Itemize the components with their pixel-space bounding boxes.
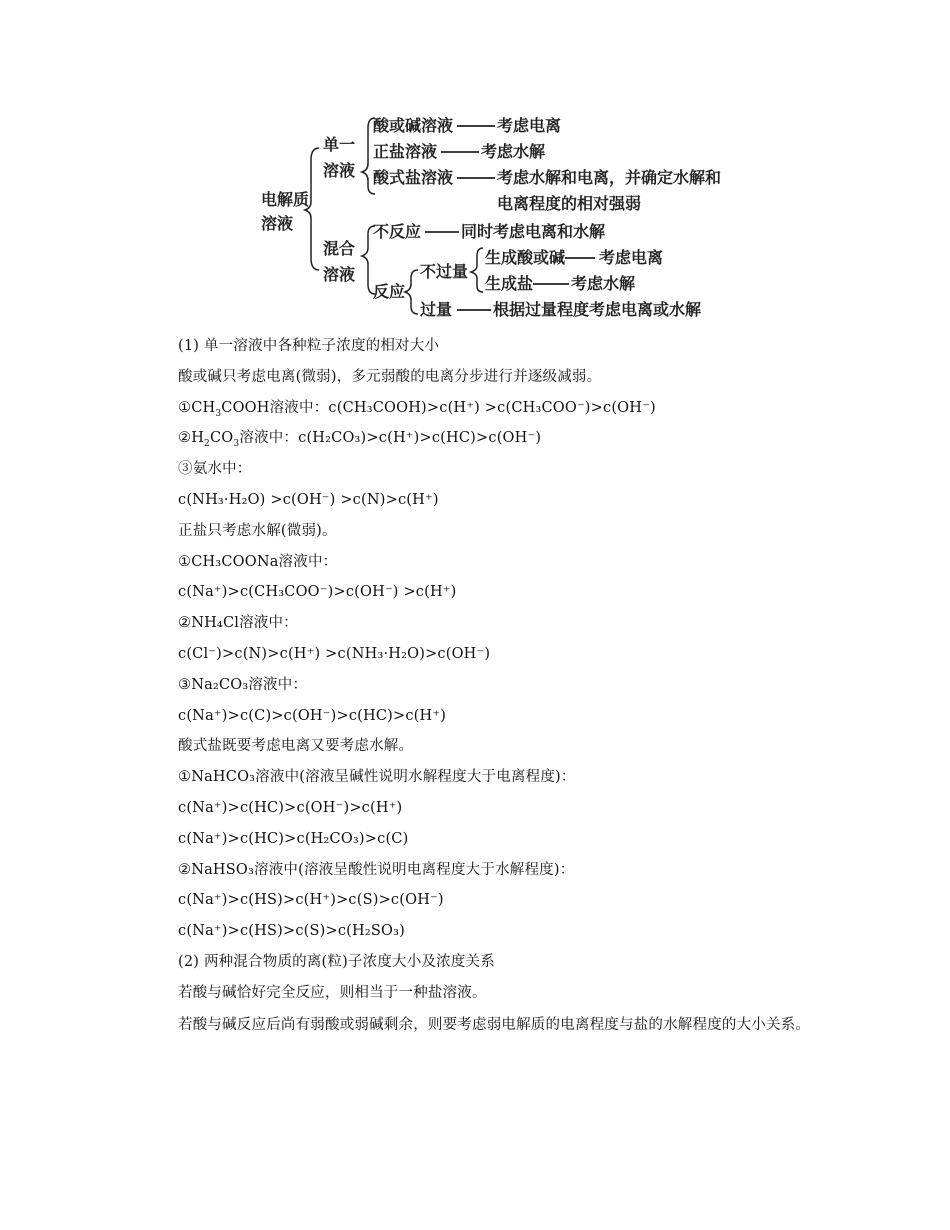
normal-salt-label: 正盐溶液 <box>373 142 438 161</box>
no-reaction-rule: 同时考虑电离和水解 <box>461 222 606 241</box>
example-sodium-bicarbonate-label: ①NaHCO₃溶液中(溶液呈碱性说明水解程度大于电离程度)： <box>178 769 576 785</box>
example-ammonium-chloride-expr: c(Cl⁻)>c(N)>c(H⁺) >c(NH₃·H₂O)>c(OH⁻) <box>178 646 491 662</box>
single-solution-label: 单一 溶液 <box>323 135 356 180</box>
gen-salt-rule: 考虑水解 <box>571 274 636 293</box>
acid-base-label: 酸或碱溶液 <box>373 116 454 135</box>
example-sodium-bisulfite-expr-2: c(Na⁺)>c(HS)>c(S)>c(H₂SO₃) <box>178 923 405 939</box>
example-sodium-bicarbonate-expr-1: c(Na⁺)>c(HC)>c(OH⁻)>c(H⁺) <box>178 800 403 816</box>
paragraph-normal-salt: 正盐只考虑水解(微弱)。 <box>178 523 337 539</box>
example-carbonic-acid-expr: c(H₂CO₃)>c(H⁺)>c(HC)>c(OH⁻) <box>298 430 542 446</box>
example-sodium-bisulfite-label: ②NaHSO₃溶液中(溶液呈酸性说明电离程度大于水解程度)： <box>178 862 575 878</box>
example-sodium-bicarbonate-expr-2: c(Na⁺)>c(HC)>c(H₂CO₃)>c(C) <box>178 831 409 847</box>
gen-acid-base-rule: 考虑电离 <box>599 248 664 267</box>
gen-acid-base-label: 生成酸或碱 <box>485 248 566 267</box>
electrolyte-classification-diagram <box>255 108 735 324</box>
example-ammonium-chloride-label: ②NH₄Cl溶液中： <box>178 615 298 631</box>
example-acetic-acid-expr: c(CH₃COOH)>c(H⁺) >c(CH₃COO⁻)>c(OH⁻) <box>328 400 656 416</box>
gen-salt-label: 生成盐 <box>485 274 534 293</box>
example-acetic-acid: $①CH_3COOH$溶液中：c(CH₃COOH)>c(H⁺) >c(CH₃COO⁻)>c(OH⁻) <box>178 400 656 419</box>
example-sodium-carbonate-expr: c(Na⁺)>c(C)>c(OH⁻)>c(HC)>c(H⁺) <box>178 708 447 724</box>
example-ammonia-expr: c(NH₃·H₂O) >c(OH⁻) >c(N)>c(H⁺) <box>178 492 439 508</box>
acid-salt-rule-line1: 考虑水解和电离，并确定水解和 <box>497 168 722 187</box>
example-sodium-bisulfite-expr-1: c(Na⁺)>c(HS)>c(H⁺)>c(S)>c(OH⁻) <box>178 892 444 908</box>
example-carbonic-acid-label-mid: CO <box>209 430 234 446</box>
example-sodium-carbonate-label: ③Na₂CO₃溶液中： <box>178 677 308 693</box>
section-heading-1: (1) 单一溶液中各种粒子浓度的相对大小 <box>178 338 440 354</box>
mixed-solution-label: 混合 溶液 <box>323 239 356 284</box>
root-label: 电解质 溶液 <box>261 190 310 233</box>
not-excess-label: 不过量 <box>420 262 469 281</box>
acid-salt-rule-line2: 电离程度的相对强弱 <box>497 194 642 213</box>
example-carbonic-acid: $②H_2CO_3$溶液中：c(H₂CO₃)>c(H⁺)>c(HC)>c(OH⁻) <box>178 430 542 449</box>
normal-salt-rule: 考虑水解 <box>481 142 546 161</box>
paragraph-remaining-weak: 若酸与碱反应后尚有弱酸或弱碱剩余，则要考虑弱电解质的电离程度与盐的水解程度的大小关系。 <box>178 1017 811 1033</box>
acid-base-rule: 考虑电离 <box>497 116 562 135</box>
excess-label: 过量 <box>420 300 453 319</box>
paragraph-acid-salt: 酸式盐既要考虑电离又要考虑水解。 <box>178 738 414 754</box>
reaction-label: 反应 <box>373 282 406 301</box>
example-sodium-acetate-expr: c(Na⁺)>c(CH₃COO⁻)>c(OH⁻) >c(H⁺) <box>178 584 457 600</box>
section-heading-2: (2) 两种混合物质的离(粒)子浓度大小及浓度关系 <box>178 954 495 970</box>
paragraph-acid-base: 酸或碱只考虑电离(微弱)，多元弱酸的电离分步进行并逐级减弱。 <box>178 369 602 385</box>
example-carbonic-acid-label-rest: 溶液中： <box>239 430 299 446</box>
example-carbonic-acid-label: ②H <box>178 430 205 446</box>
example-ammonia-label: ③氨水中： <box>178 461 252 477</box>
paragraph-exact-reaction: 若酸与碱恰好完全反应，则相当于一种盐溶液。 <box>178 985 487 1001</box>
no-reaction-label: 不反应 <box>373 222 422 241</box>
example-acetic-acid-label: ①CH <box>178 400 216 416</box>
excess-rule: 根据过量程度考虑电离或水解 <box>493 300 702 319</box>
example-sodium-acetate-label: ①CH₃COONa溶液中： <box>178 554 338 570</box>
acid-salt-label: 酸式盐溶液 <box>373 168 454 187</box>
example-acetic-acid-label-rest: COOH溶液中： <box>221 400 329 416</box>
